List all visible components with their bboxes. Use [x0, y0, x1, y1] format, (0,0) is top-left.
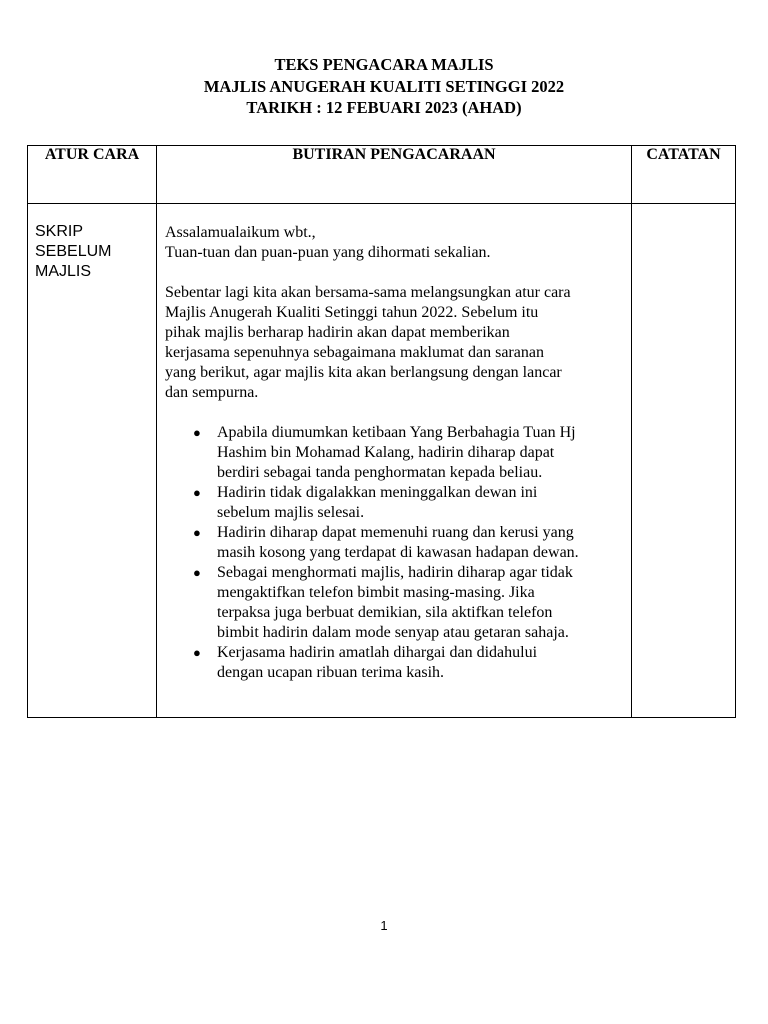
intro-line: kerjasama sepenuhnya sebagaimana maklumat dan saranan — [165, 344, 544, 361]
intro-line: dan sempurna. — [165, 384, 259, 401]
intro-line: pihak majlis berharap hadirin akan dapat memberikan — [165, 324, 510, 341]
column-header-catatan: CATATAN — [632, 146, 736, 204]
list-item-line: Hashim bin Mohamad Kalang, hadirin diharap dapat — [217, 444, 555, 461]
list-item-line: bimbit hadirin dalam mode senyap atau getaran sahaja. — [217, 624, 569, 641]
script-table — [27, 145, 736, 718]
event-date: TARIKH : 12 FEBUARI 2023 (AHAD) — [246, 98, 522, 117]
bullet-icon: ● — [193, 485, 201, 500]
guideline-list — [165, 423, 623, 683]
greeting-line: Tuan-tuan dan puan-puan yang dihormati sekalian. — [165, 244, 491, 261]
list-item-line: Hadirin tidak digalakkan meninggalkan dewan ini — [217, 484, 538, 501]
list-item — [190, 643, 623, 683]
list-item-line: mengaktifkan telefon bimbit masing-masing. Jika — [217, 584, 535, 601]
list-item-line: Apabila diumumkan ketibaan Yang Berbahagia Tuan Hj — [217, 424, 576, 441]
notes-cell — [632, 204, 736, 718]
document-header — [0, 54, 768, 119]
document-title: TEKS PENGACARA MAJLIS — [274, 55, 494, 74]
list-item-line: Hadirin diharap dapat memenuhi ruang dan kerusi yang — [217, 524, 574, 541]
intro-line: Majlis Anugerah Kualiti Setinggi tahun 2022. Sebelum itu — [165, 304, 539, 321]
intro-paragraph — [165, 283, 623, 403]
table-row — [28, 204, 736, 718]
column-header-butiran: BUTIRAN PENGACARAAN — [157, 146, 632, 204]
greeting-line: Assalamualaikum wbt., — [165, 224, 316, 241]
detail-cell — [157, 204, 632, 718]
list-item-line: berdiri sebagai tanda penghormatan kepada beliau. — [217, 464, 543, 481]
greeting-paragraph — [165, 223, 623, 263]
list-item — [190, 423, 623, 483]
bullet-icon: ● — [193, 525, 201, 540]
list-item — [190, 523, 623, 563]
list-item — [190, 563, 623, 643]
list-item-line: masih kosong yang terdapat di kawasan hadapan dewan. — [217, 544, 579, 561]
column-header-atur-cara: ATUR CARA — [28, 146, 157, 204]
page-number: 1 — [380, 918, 388, 933]
list-item-line: sebelum majlis selesai. — [217, 504, 365, 521]
intro-line: yang berikut, agar majlis kita akan berlangsung dengan lancar — [165, 364, 562, 381]
bullet-icon: ● — [193, 565, 201, 580]
list-item-line: Sebagai menghormati majlis, hadirin diharap agar tidak — [217, 564, 573, 581]
section-label-line: SEBELUM — [35, 243, 112, 260]
list-item-line: Kerjasama hadirin amatlah dihargai dan didahului — [217, 644, 538, 661]
section-label-line: MAJLIS — [35, 263, 92, 280]
section-cell — [28, 204, 157, 718]
table-header-row — [28, 146, 736, 204]
intro-line: Sebentar lagi kita akan bersama-sama melangsungkan atur cara — [165, 284, 571, 301]
bullet-icon: ● — [193, 425, 201, 440]
list-item — [190, 483, 623, 523]
event-name: MAJLIS ANUGERAH KUALITI SETINGGI 2022 — [203, 76, 565, 96]
section-label-line: SKRIP — [35, 223, 84, 240]
list-item-line: dengan ucapan ribuan terima kasih. — [217, 664, 445, 681]
list-item-line: terpaksa juga berbuat demikian, sila aktifkan telefon — [217, 604, 553, 621]
bullet-icon: ● — [193, 645, 201, 660]
